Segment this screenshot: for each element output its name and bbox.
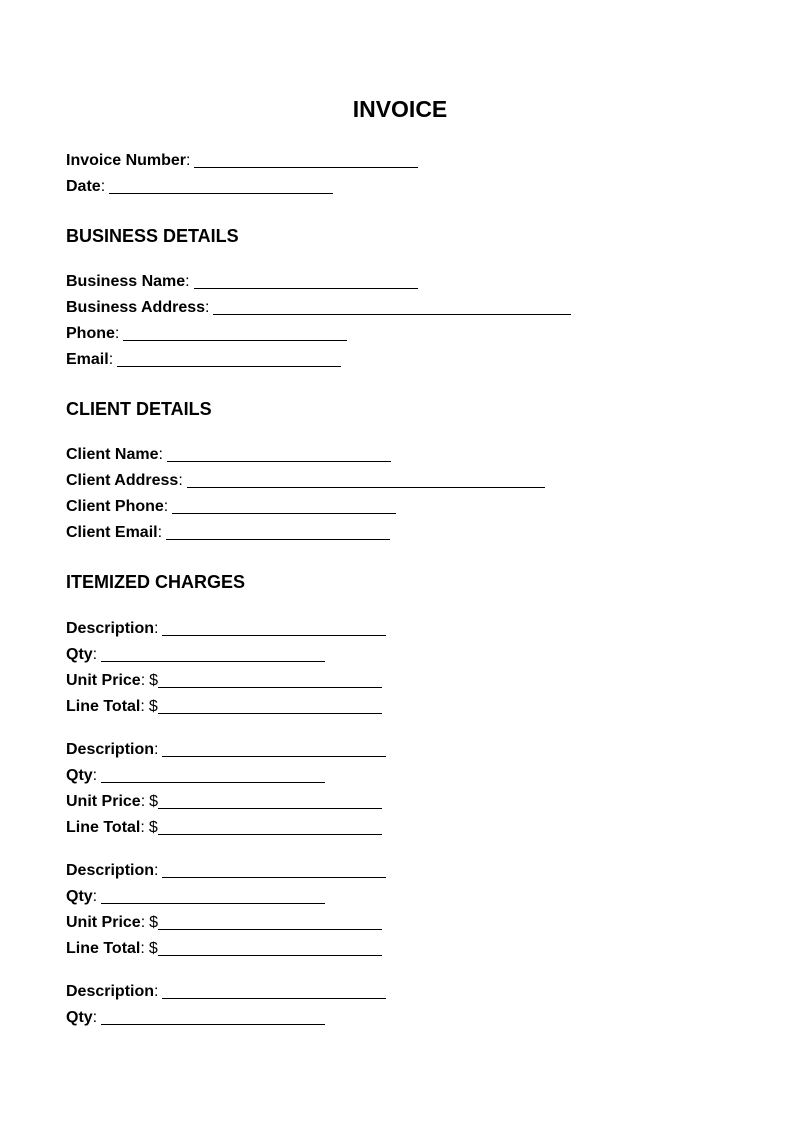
line-total-label: Line Total	[66, 940, 141, 957]
client-address-label: Client Address	[66, 472, 179, 489]
item-4-description-blank[interactable]	[162, 997, 386, 999]
business-address-field: Business Address :	[66, 298, 571, 318]
item-2-line-total-blank[interactable]	[158, 833, 382, 835]
invoice-number-blank[interactable]	[194, 166, 418, 168]
item-1-description-blank[interactable]	[162, 634, 386, 636]
unit-price-label: Unit Price	[66, 793, 141, 810]
currency-sign: $	[149, 672, 159, 689]
client-email-blank[interactable]	[166, 538, 390, 540]
currency-sign: $	[148, 698, 158, 715]
description-label: Description	[66, 862, 155, 879]
client-address-field: Client Address :	[66, 471, 545, 491]
unit-price-label: Unit Price	[66, 672, 141, 689]
invoice-number-label: Invoice Number	[66, 152, 187, 169]
line-total-label: Line Total	[66, 698, 141, 715]
client-email-label: Client Email	[66, 524, 158, 541]
invoice-number-field: Invoice Number :	[66, 151, 418, 171]
client-name-label: Client Name	[66, 446, 159, 463]
client-address-blank[interactable]	[187, 486, 545, 488]
item-4-qty-blank[interactable]	[101, 1023, 325, 1025]
item-1-unit-price-blank[interactable]	[158, 686, 382, 688]
description-label: Description	[66, 620, 155, 637]
client-details-heading: CLIENT DETAILS	[66, 399, 212, 419]
page-title: INVOICE	[352, 96, 448, 122]
business-name-field: Business Name :	[66, 272, 418, 292]
item-1-qty-blank[interactable]	[101, 660, 325, 662]
business-phone-field: Phone :	[66, 324, 347, 344]
date-label: Date	[66, 178, 101, 195]
currency-sign: $	[149, 793, 159, 810]
item-2-line-total-field: Line Total : $	[66, 818, 382, 838]
business-phone-label: Phone	[66, 325, 115, 342]
item-1-line-total-blank[interactable]	[158, 712, 382, 714]
item-3-line-total-field: Line Total : $	[66, 939, 382, 959]
client-email-field: Client Email :	[66, 523, 390, 543]
business-email-field: Email :	[66, 350, 341, 370]
description-label: Description	[66, 741, 155, 758]
client-name-field: Client Name :	[66, 445, 391, 465]
currency-sign: $	[149, 914, 159, 931]
date-blank[interactable]	[109, 192, 333, 194]
currency-sign: $	[148, 940, 158, 957]
currency-sign: $	[148, 819, 158, 836]
qty-label: Qty	[66, 767, 93, 784]
item-2-description-blank[interactable]	[162, 755, 386, 757]
business-email-blank[interactable]	[117, 365, 341, 367]
client-phone-label: Client Phone	[66, 498, 164, 515]
item-4-qty-field: Qty :	[66, 1008, 325, 1028]
line-total-label: Line Total	[66, 819, 141, 836]
business-address-label: Business Address	[66, 299, 206, 316]
qty-label: Qty	[66, 646, 93, 663]
business-address-blank[interactable]	[213, 313, 571, 315]
date-field: Date :	[66, 177, 333, 197]
qty-label: Qty	[66, 1009, 93, 1026]
item-3-unit-price-blank[interactable]	[158, 928, 382, 930]
business-name-blank[interactable]	[194, 287, 418, 289]
item-1-unit-price-field: Unit Price : $	[66, 671, 382, 691]
item-3-qty-blank[interactable]	[101, 902, 325, 904]
item-1-qty-field: Qty :	[66, 645, 325, 665]
item-3-description-blank[interactable]	[162, 876, 386, 878]
business-email-label: Email	[66, 351, 109, 368]
item-3-description-field: Description :	[66, 861, 386, 881]
item-2-unit-price-field: Unit Price : $	[66, 792, 382, 812]
business-phone-blank[interactable]	[123, 339, 347, 341]
unit-price-label: Unit Price	[66, 914, 141, 931]
client-name-blank[interactable]	[167, 460, 391, 462]
client-phone-blank[interactable]	[172, 512, 396, 514]
item-2-qty-field: Qty :	[66, 766, 325, 786]
itemized-charges-heading: ITEMIZED CHARGES	[66, 572, 246, 592]
item-2-unit-price-blank[interactable]	[158, 807, 382, 809]
item-1-line-total-field: Line Total : $	[66, 697, 382, 717]
item-1-description-field: Description :	[66, 619, 386, 639]
item-2-qty-blank[interactable]	[101, 781, 325, 783]
description-label: Description	[66, 983, 155, 1000]
item-3-unit-price-field: Unit Price : $	[66, 913, 382, 933]
item-4-description-field: Description :	[66, 982, 386, 1002]
item-2-description-field: Description :	[66, 740, 386, 760]
client-phone-field: Client Phone :	[66, 497, 396, 517]
qty-label: Qty	[66, 888, 93, 905]
business-name-label: Business Name	[66, 273, 186, 290]
item-3-qty-field: Qty :	[66, 887, 325, 907]
business-details-heading: BUSINESS DETAILS	[66, 226, 239, 246]
item-3-line-total-blank[interactable]	[158, 954, 382, 956]
